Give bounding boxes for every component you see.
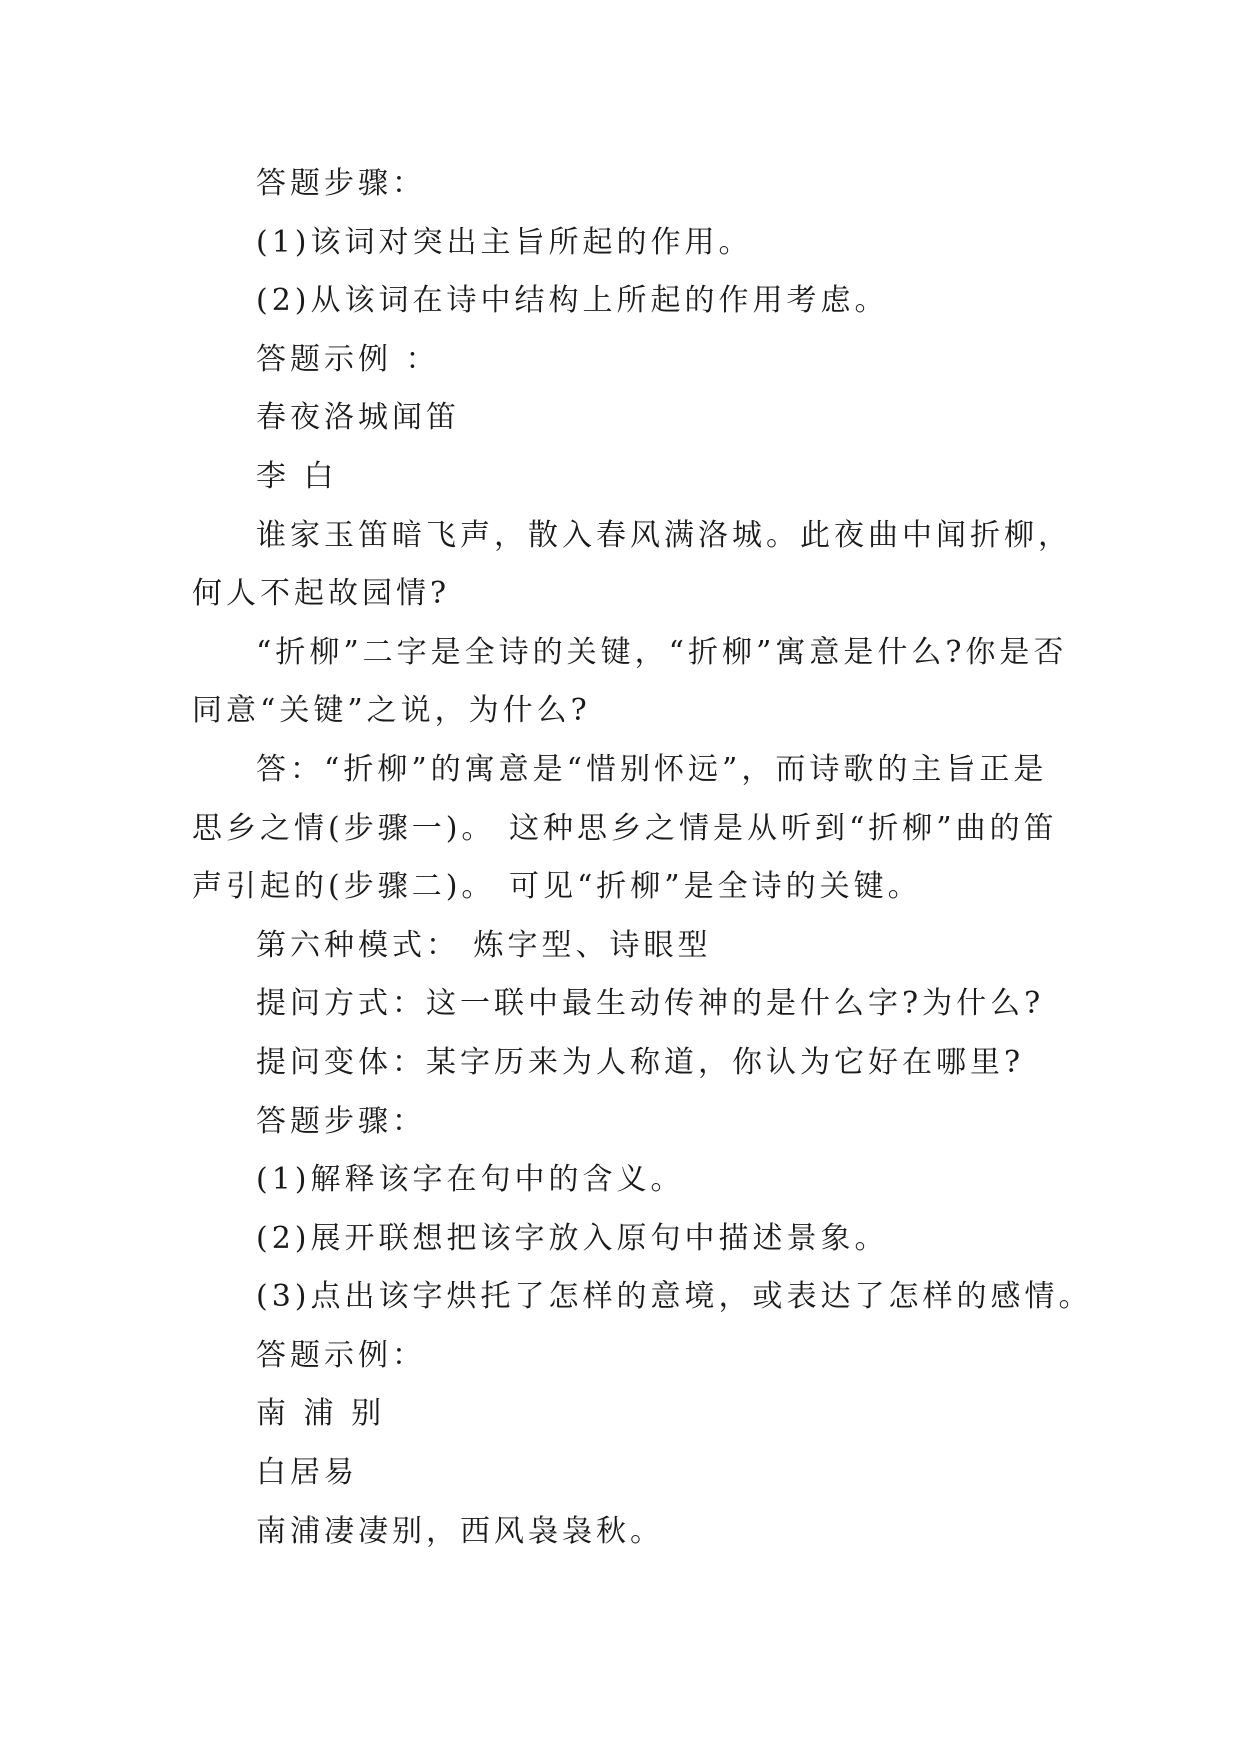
poem-text: 谁家玉笛暗飞声，散入春风满洛城。此夜曲中闻折柳，何人不起故园情? (192, 517, 1072, 612)
paragraph-step-1: (1)该词对突出主旨所起的作用。 (256, 224, 753, 260)
paragraph-question-variant: 提问变体：某字历来为人称道，你认为它好在哪里? (256, 1044, 1025, 1080)
poem-title: 春夜洛城闻笛 (256, 400, 460, 436)
poem-author-2: 白居易 (256, 1455, 358, 1491)
paragraph-step-2b: (2)展开联想把该字放入原句中描述景象。 (256, 1220, 889, 1256)
paragraph-answer-steps-heading: 答题步骤： (256, 166, 426, 201)
paragraph-step-1b: (1)解释该字在句中的含义。 (256, 1162, 685, 1198)
paragraph-example-heading-2: 答题示例： (256, 1337, 426, 1373)
paragraph-answer: 答：“折柳”的寓意是“惜别怀远”，而诗歌的主旨正是思乡之情(步骤一)。 这种思乡之情是从听到“折柳”曲的笛声引起的(步骤二)。 可见“折柳”是全诗的关键。 (192, 751, 1058, 905)
document-body (192, 155, 1093, 1561)
paragraph-answer-steps-heading-2: 答题步骤： (256, 1103, 426, 1139)
paragraph-step-2: (2)从该词在诗中结构上所起的作用考虑。 (256, 283, 889, 319)
paragraph-question-method: 提问方式：这一联中最生动传神的是什么字?为什么? (256, 986, 1045, 1022)
paragraph-step-3b: (3)点出该字烘托了怎样的意境，或表达了怎样的感情。 (256, 1279, 1093, 1315)
paragraph-example-heading: 答题示例 ： (256, 341, 440, 377)
paragraph-mode-six-heading: 第六种模式： 炼字型、诗眼型 (256, 927, 712, 963)
poem-title-2: 南 浦 别 (256, 1396, 386, 1432)
poem-text-2: 南浦凄凄别，西风袅袅秋。 (256, 1513, 664, 1549)
poem-author: 李 白 (256, 458, 338, 494)
paragraph-question: “折柳”二字是全诗的关键，“折柳”寓意是什么?你是否同意“关键”之说，为什么? (192, 634, 1068, 729)
